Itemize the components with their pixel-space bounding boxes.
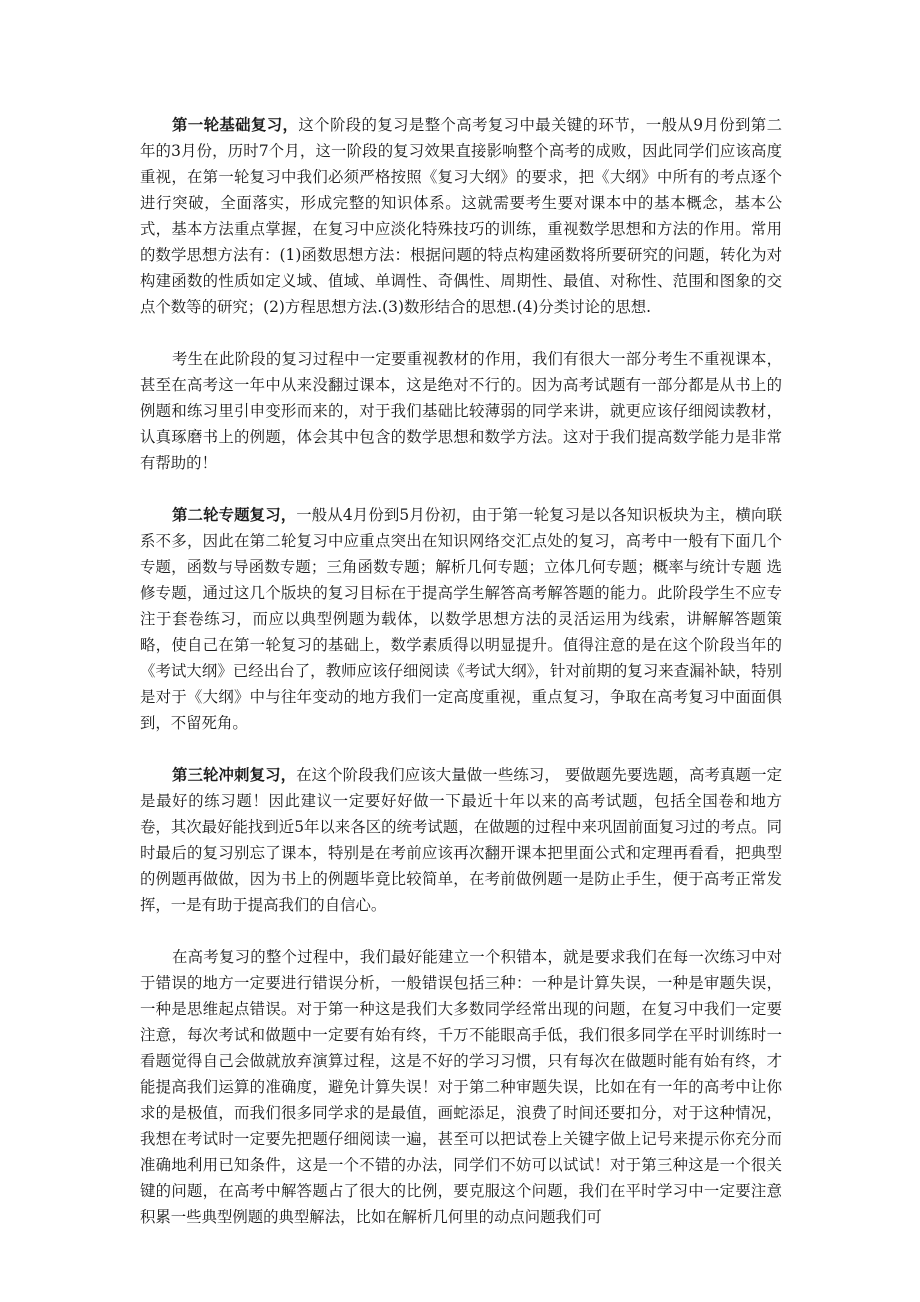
paragraph-textbook (140, 346, 782, 476)
document-page (140, 112, 782, 1256)
paragraph-error-notebook (140, 944, 782, 1230)
paragraph-body: 这个阶段的复习是整个高考复习中最关键的环节，一般从9月份到第二年的3月份，历时7个月，这一阶段的复习效果直接影响整个高考的成败，因此同学们应该高度重视，在第一轮复习中我们必须严格按照《复习大纲》的要求，把《大纲》中所有的考点逐个进行突破，全面落实，形成完整的知识体系。这就需要考生要对课本中的基本概念，基本公式，基本方法重点掌握，在复习中应淡化特殊技巧的训练，重视数学思想和方法的作用。常用的数学思想方法有：(1)函数思想方法：根据问题的特点构建函数将所要研究的问题，转化为对构建函数的性质如定义域、值域、单调性、奇偶性、周期性、最值、对称性、范围和图象的交点个数等的研究；(2)方程思想方法.(3)数形结合的思想.(4)分类讨论的思想. (140, 116, 782, 316)
paragraph-second-round (140, 502, 782, 736)
paragraph-lead: 第二轮专题复习， (172, 506, 297, 524)
paragraph-body: 一般从4月份到5月份初，由于第一轮复习是以各知识板块为主，横向联系不多，因此在第二轮复习中应重点突出在知识网络交汇点处的复习，高考中一般有下面几个专题，函数与导函数专题；三角函数专题；解析几何专题；立体几何专题；概率与统计专题 选修专题，通过这几个版块的复习目标在于提高学生解答高考解答题的能力。此阶段学生不应专注于套卷练习，而应以典型例题为载体，以数学思想方法的灵活运用为线索，讲解解答题策略，使自己在第一轮复习的基础上，数学素质得以明显提升。值得注意的是在这个阶段当年的《考试大纲》已经出台了，教师应该仔细阅读《考试大纲》，针对前期的复习来查漏补缺，特别是对于《大纲》中与往年变动的地方我们一定高度重视，重点复习，争取在高考复习中面面俱到，不留死角。 (140, 506, 782, 732)
paragraph-first-round (140, 112, 782, 320)
paragraph-body: 考生在此阶段的复习过程中一定要重视教材的作用，我们有很大一部分考生不重视课本，甚至在高考这一年中从来没翻过课本，这是绝对不行的。因为高考试题有一部分都是从书上的例题和练习里引申变形而来的，对于我们基础比较薄弱的同学来讲，就更应该仔细阅读教材，认真琢磨书上的例题，体会其中包含的数学思想和数学方法。这对于我们提高数学能力是非常有帮助的！ (140, 350, 782, 472)
paragraph-body: 在这个阶段我们应该大量做一些练习， 要做题先要选题，高考真题一定是最好的练习题！因此建议一定要好好做一下最近十年以来的高考试题，包括全国卷和地方卷，其次最好能找到近5年以来各区的统考试题，在做题的过程中来巩固前面复习过的考点。同时最后的复习别忘了课本，特别是在考前应该再次翻开课本把里面公式和定理再看看，把典型的例题再做做，因为书上的例题毕竟比较简单，在考前做例题一是防止手生，便于高考正常发挥，一是有助于提高我们的自信心。 (140, 766, 782, 914)
paragraph-lead: 第一轮基础复习， (172, 116, 299, 134)
paragraph-lead: 第三轮冲刺复习， (172, 766, 297, 784)
paragraph-third-round (140, 762, 782, 918)
paragraph-body: 在高考复习的整个过程中，我们最好能建立一个积错本，就是要求我们在每一次练习中对于错误的地方一定要进行错误分析，一般错误包括三种：一种是计算失误，一种是审题失误，一种是思维起点错误。对于第一种这是我们大多数同学经常出现的问题，在复习中我们一定要注意，每次考试和做题中一定要有始有终，千万不能眼高手低，我们很多同学在平时训练时一看题觉得自己会做就放弃演算过程，这是不好的学习习惯，只有每次在做题时能有始有终，才能提高我们运算的准确度，避免计算失误！对于第二种审题失误，比如在有一年的高考中让你求的是极值，而我们很多同学求的是最值，画蛇添足，浪费了时间还要扣分，对于这种情况，我想在考试时一定要先把题仔细阅读一遍，甚至可以把试卷上关键字做上记号来提示你充分而准确地利用已知条件，这是一个不错的办法，同学们不妨可以试试！对于第三种这是一个很关键的问题，在高考中解答题占了很大的比例，要克服这个问题，我们在平时学习中一定要注意积累一些典型例题的典型解法，比如在解析几何里的动点问题我们可 (140, 948, 782, 1226)
